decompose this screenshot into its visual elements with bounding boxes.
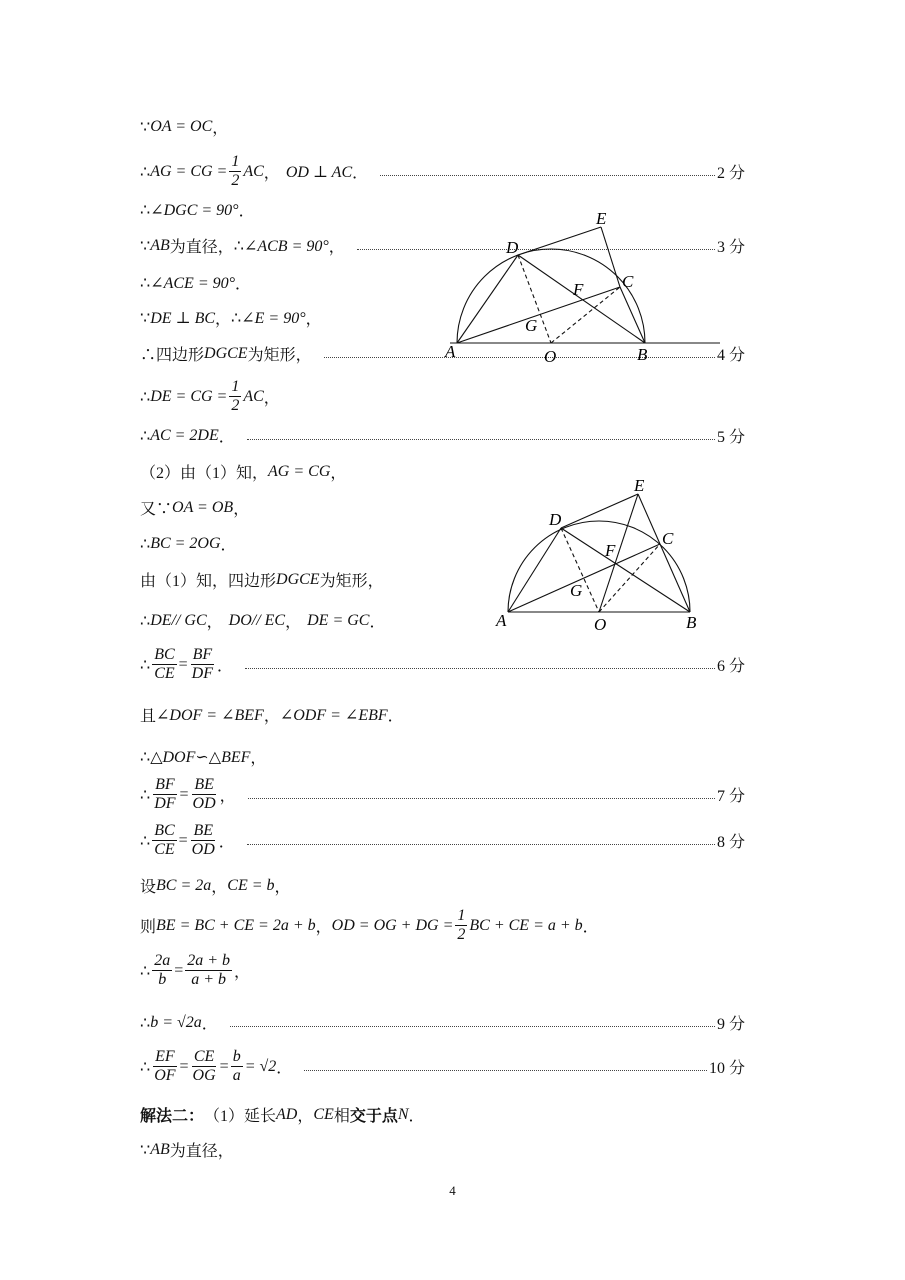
symbol: ∴ xyxy=(233,237,244,255)
equals: = xyxy=(179,785,189,803)
label-O: O xyxy=(544,347,557,366)
fraction: $\frac{CE}{OG}$ xyxy=(192,1048,216,1084)
punct: ． xyxy=(235,276,252,293)
page-number: 4 xyxy=(449,1183,456,1198)
punct: ， xyxy=(315,919,332,936)
math-expr: DE// GC xyxy=(150,611,207,629)
symbol: ∵ xyxy=(140,237,151,255)
label-D: D xyxy=(506,238,519,257)
math-expr: b = √2a xyxy=(150,1013,202,1031)
punct: ， xyxy=(206,614,223,631)
symbol: ∴ xyxy=(140,748,151,766)
math-expr: DGCE xyxy=(276,570,320,588)
punct: ， xyxy=(285,614,302,631)
label-G: G xyxy=(525,316,538,335)
punct: ． xyxy=(369,614,386,631)
math-expr: OA = OC xyxy=(150,117,213,135)
score-label: 10 分 xyxy=(708,1060,745,1077)
math-expr: OA = OB xyxy=(172,498,234,516)
symbol: ∵ xyxy=(140,1141,151,1159)
math-expr: AC xyxy=(243,387,264,405)
solution-heading: 解法二： xyxy=(140,1108,205,1125)
math-expr: AC = 2DE xyxy=(150,426,219,444)
punct: ， xyxy=(330,465,347,482)
math-expr: DGCE xyxy=(204,344,248,362)
math-expr: AG = CG = xyxy=(150,162,228,180)
fraction: $\frac{BE}{OD}$ xyxy=(192,776,216,812)
text: 为矩形， xyxy=(319,573,384,590)
text: 设 xyxy=(140,879,157,896)
label-B: B xyxy=(686,613,697,632)
punct: ， xyxy=(263,390,280,407)
symbol: ∴ xyxy=(231,309,242,327)
math-expr: N xyxy=(397,1105,409,1123)
math-expr: DE ⊥ BC xyxy=(150,309,216,327)
label-D: D xyxy=(549,510,562,529)
punct: ， xyxy=(328,239,345,256)
text: 相 xyxy=(333,1108,350,1125)
fraction: $\frac{2a}{b}$ xyxy=(154,952,171,988)
math-expr: AB xyxy=(150,236,170,254)
symbol: ∴ xyxy=(140,535,151,553)
math-expr: AB xyxy=(150,1140,170,1158)
symbol: ∴ xyxy=(140,962,151,980)
math-expr: ∠ODF = ∠EBF xyxy=(279,706,388,724)
math-expr: ∠ACE = 90° xyxy=(150,274,236,292)
symbol: ∴ xyxy=(140,163,151,181)
math-expr: OD ⊥ AC xyxy=(285,163,353,181)
score-label: 3 分 xyxy=(716,239,745,256)
math-expr: ∠E = 90° xyxy=(241,309,306,327)
math-expr: BE = BC + CE = 2a + b xyxy=(156,916,316,934)
math-expr: OD = OG + DG = xyxy=(331,916,454,934)
symbol: ∴ xyxy=(140,832,151,850)
symbol: ∴ xyxy=(140,1014,151,1032)
math-expr: AD xyxy=(276,1105,298,1123)
score-label: 8 分 xyxy=(716,834,745,851)
fraction: $\frac{b}{a}$ xyxy=(232,1048,241,1084)
math-expr: AC xyxy=(243,162,264,180)
math-expr: CE xyxy=(313,1105,334,1123)
punct: ， xyxy=(215,311,232,328)
punct: ， xyxy=(212,120,229,137)
fraction: $\frac{1}{2}$ xyxy=(231,153,240,189)
math-expr: BC = 2OG xyxy=(150,534,221,552)
fraction: $\frac{1}{2}$ xyxy=(457,907,466,943)
math-expr: ∠DOF = ∠BEF xyxy=(156,706,264,724)
punct: ． xyxy=(387,708,404,725)
math-expr: ∠DGC = 90° xyxy=(150,201,239,219)
fraction: $\frac{2a + b}{a + b}$ xyxy=(187,952,231,988)
punct: ， xyxy=(211,879,228,896)
punct: ， xyxy=(234,964,251,981)
punct: ， xyxy=(233,501,250,518)
symbol: ∴ xyxy=(140,427,151,445)
equals: = xyxy=(178,655,188,673)
math-expr: CE = b xyxy=(227,876,275,894)
text: （2）由（1）知， xyxy=(140,465,269,482)
punct: ． xyxy=(408,1108,425,1125)
text: 交于点 xyxy=(349,1108,398,1125)
text: 且 xyxy=(140,708,157,725)
fraction: $\frac{EF}{OF}$ xyxy=(154,1048,176,1084)
fraction: $\frac{BC}{CE}$ xyxy=(154,646,175,682)
punct: ． xyxy=(217,658,234,675)
punct: ， xyxy=(250,750,267,767)
label-E: E xyxy=(634,476,645,495)
label-G: G xyxy=(570,581,583,600)
fraction: $\frac{1}{2}$ xyxy=(231,378,240,414)
math-expr: DE = GC xyxy=(307,611,370,629)
equals: = xyxy=(219,1057,229,1075)
symbol: ∴ xyxy=(140,656,151,674)
punct: ． xyxy=(218,429,235,446)
symbol: ∵ xyxy=(140,309,151,327)
punct: ， xyxy=(263,165,280,182)
score-label: 9 分 xyxy=(716,1016,745,1033)
symbol: ∴ xyxy=(140,201,151,219)
text: 为直径， xyxy=(169,239,234,256)
segment-AD xyxy=(508,528,561,612)
label-A: A xyxy=(496,611,507,630)
score-label: 4 分 xyxy=(716,347,745,364)
score-label: 2 分 xyxy=(716,165,745,182)
label-C: C xyxy=(662,529,674,548)
symbol: ∴ xyxy=(140,388,151,406)
text: ∴四边形 xyxy=(140,347,205,364)
text: 则 xyxy=(140,919,157,936)
score-label: 6 分 xyxy=(716,658,745,675)
text: 由（1）知，四边形 xyxy=(140,573,277,590)
math-expr: DE = CG = xyxy=(150,387,228,405)
punct: ． xyxy=(582,919,599,936)
fraction: $\frac{BF}{DF}$ xyxy=(191,646,213,682)
label-F: F xyxy=(573,280,584,299)
punct: ． xyxy=(238,203,255,220)
fraction: $\frac{BF}{DF}$ xyxy=(154,776,176,812)
punct: ， xyxy=(297,1108,314,1125)
score-label: 5 分 xyxy=(716,429,745,446)
punct: ． xyxy=(201,1016,218,1033)
symbol: ∴ xyxy=(140,1058,151,1076)
punct: ， xyxy=(263,708,280,725)
math-expr: ∠ACB = 90° xyxy=(243,237,329,255)
text: 为直径， xyxy=(169,1143,234,1160)
math-expr: AG = CG xyxy=(268,462,331,480)
punct: ， xyxy=(274,879,291,896)
label-B: B xyxy=(637,345,648,364)
score-label: 7 分 xyxy=(716,788,745,805)
label-O: O xyxy=(594,615,607,634)
punct: ． xyxy=(352,165,369,182)
punct: ． xyxy=(276,1060,293,1077)
punct: ． xyxy=(218,834,235,851)
symbol: ∴ xyxy=(140,612,151,630)
symbol: ∴ xyxy=(140,274,151,292)
punct: ， xyxy=(219,788,236,805)
math-expr: △DOF∽△BEF xyxy=(150,748,251,766)
symbol: ∴ xyxy=(140,786,151,804)
text: （1）延长 xyxy=(204,1108,277,1125)
equals: = xyxy=(179,1057,189,1075)
segment-DE xyxy=(561,494,638,528)
math-expr: BC = 2a xyxy=(156,876,212,894)
punct: ． xyxy=(220,537,237,554)
math-expr: BC + CE = a + b xyxy=(469,916,583,934)
math-expr: = √2 xyxy=(244,1057,277,1075)
fraction: $\frac{BE}{OD}$ xyxy=(191,822,215,858)
symbol: ∵ xyxy=(140,118,151,136)
label-C: C xyxy=(622,272,634,291)
label-F: F xyxy=(605,541,616,560)
equals: = xyxy=(178,831,188,849)
label-E: E xyxy=(596,209,607,228)
text: 为矩形， xyxy=(247,347,312,364)
label-A: A xyxy=(445,342,456,361)
fraction: $\frac{BC}{CE}$ xyxy=(154,822,175,858)
punct: ， xyxy=(305,311,322,328)
equals: = xyxy=(174,961,184,979)
text: 又∵ xyxy=(140,501,173,518)
math-expr: DO// EC xyxy=(228,611,286,629)
